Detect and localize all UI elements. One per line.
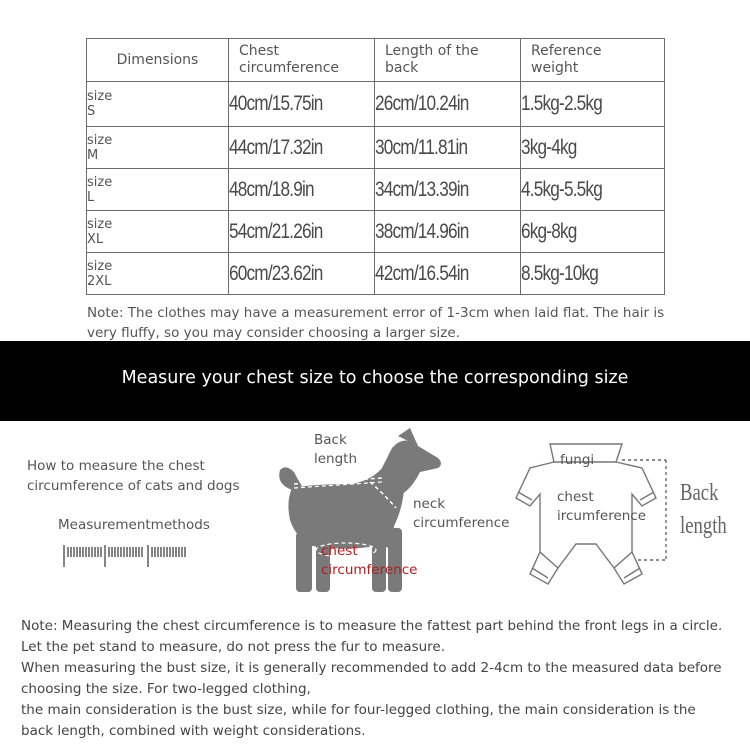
back-cell: 34cm/13.39in [375,169,521,211]
table-row [87,169,665,211]
chest-cell: 48cm/18.9in [229,169,375,211]
header-weight: Reference weight [521,39,665,82]
back-cell: 30cm/11.81in [375,127,521,169]
ruler-icon [60,545,190,571]
weight-cell: 3kg-4kg [521,127,665,169]
weight-cell: 1.5kg-2.5kg [521,82,665,127]
instruction-banner [0,341,750,421]
header-back-length: Length of the back [375,39,521,82]
size-cell: size S [87,82,229,127]
size-cell: size L [87,169,229,211]
note-paragraph: the main consideration is the bust size, while for four-legged clothing, the main consideration is the back length, combined with weight considerations. [21,702,696,739]
header-chest: Chest circumference [229,39,375,82]
measurement-methods-label: Measurementmethods [58,517,210,533]
weight-cell: 6kg-8kg [521,211,665,253]
weight-cell: 4.5kg-5.5kg [521,169,665,211]
weight-cell: 8.5kg-10kg [521,253,665,295]
table-row [87,211,665,253]
garment-brand-label: fungi [560,452,595,468]
garment-chest-label: chest ircumference [557,489,647,524]
how-to-measure-text: How to measure the chest circumference of cats and dogs [27,458,240,494]
size-cell: size 2XL [87,253,229,295]
table-row [87,82,665,127]
banner-title: Measure your chest size to choose the corresponding size [121,368,629,388]
size-cell: size M [87,127,229,169]
garment-back-length-label: Back length [680,480,727,539]
header-dimensions: Dimensions [87,39,229,82]
chest-cell: 44cm/17.32in [229,127,375,169]
measuring-note [21,616,731,742]
chest-cell: 60cm/23.62in [229,253,375,295]
dog-neck-label: neck circumference [413,496,510,531]
note-paragraph: Note: Measuring the chest circumference is to measure the fattest part behind the front legs in a circle. Let the pet stand to measure, do not press the fur to measure. [21,618,723,655]
size-chart-table [86,38,665,295]
size-cell: size XL [87,211,229,253]
dog-back-length-label: Back length [314,432,358,467]
back-cell: 26cm/10.24in [375,82,521,127]
back-cell: 42cm/16.54in [375,253,521,295]
note-paragraph: When measuring the bust size, it is generally recommended to add 2-4cm to the measured data before choosing the size. For two-legged clothing, [21,660,722,697]
chest-cell: 40cm/15.75in [229,82,375,127]
measurement-error-note: Note: The clothes may have a measurement error of 1-3cm when laid flat. The hair is very fluffy, so you may consider choosing a larger size. [87,305,665,341]
chest-cell: 54cm/21.26in [229,211,375,253]
table-header-row [87,39,665,82]
table-row [87,127,665,169]
table-row [87,253,665,295]
back-cell: 38cm/14.96in [375,211,521,253]
dog-chest-label: chest circumference [321,543,418,578]
